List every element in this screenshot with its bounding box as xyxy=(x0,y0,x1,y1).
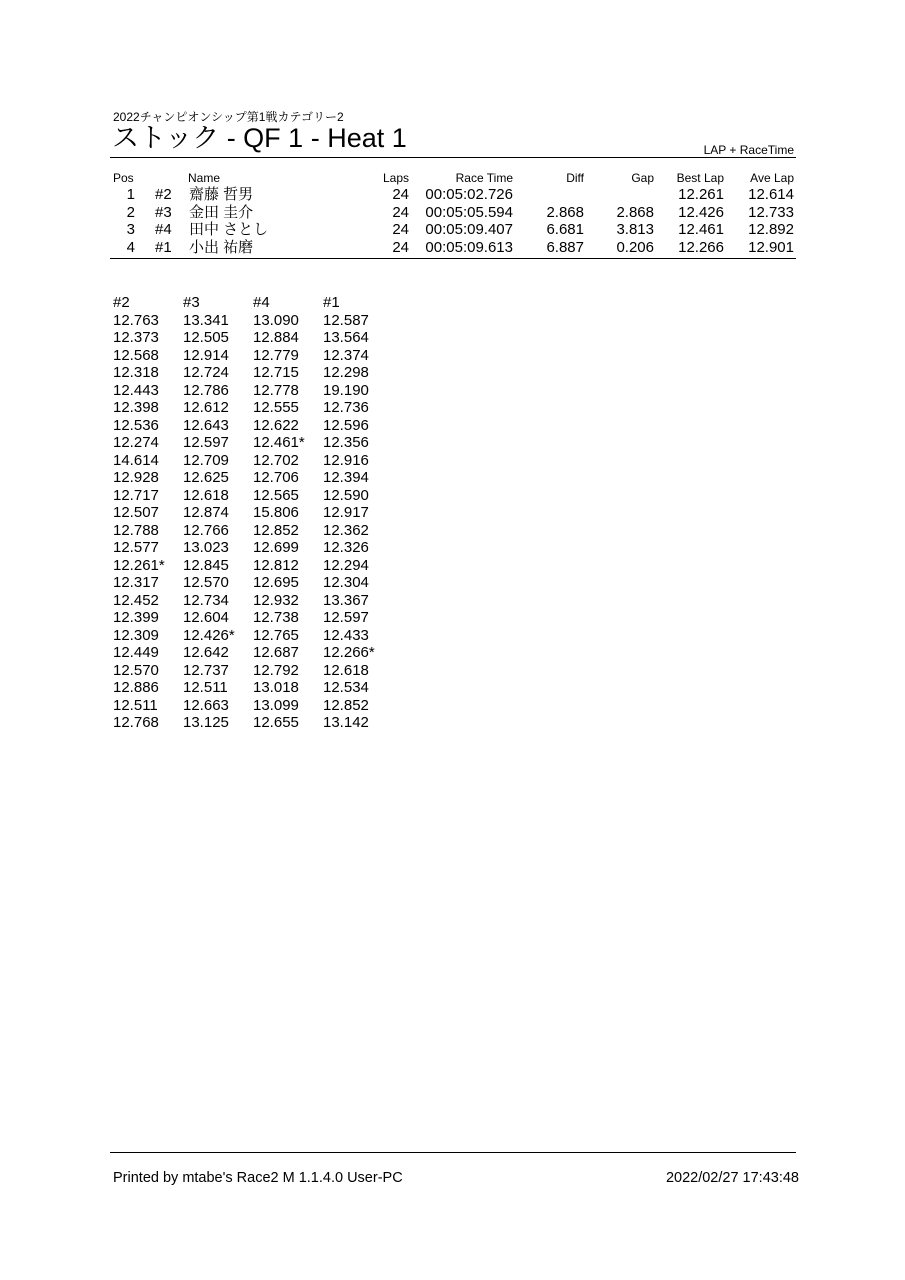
lap-time: 12.374 xyxy=(323,346,369,364)
row-laps: 24 xyxy=(392,203,409,221)
lap-time: 12.695 xyxy=(253,574,299,591)
lap-time: 12.317 xyxy=(113,574,159,591)
lap-time: 13.367 xyxy=(323,591,369,609)
lap-time: 12.398 xyxy=(113,399,159,416)
lap-time: 12.596 xyxy=(323,416,369,434)
row-pos: 4 xyxy=(126,238,135,256)
row-gap: 0.206 xyxy=(616,238,654,256)
lap-time: 12.852 xyxy=(323,696,369,714)
row-race-time: 00:05:09.613 xyxy=(425,238,513,256)
lap-time: 12.399 xyxy=(113,609,159,626)
lap-time: 19.190 xyxy=(323,381,369,399)
row-driver-name: 田中 さとし xyxy=(189,221,269,238)
col-ave-lap: Ave Lap xyxy=(750,171,794,185)
lap-time: 12.597 xyxy=(183,434,229,451)
lap-time: 12.597 xyxy=(323,609,369,626)
lap-time: 12.304 xyxy=(323,574,369,591)
lap-time: 12.916 xyxy=(323,451,369,469)
lap-time: 12.426* xyxy=(183,626,235,644)
lap-time: 13.018 xyxy=(253,679,299,696)
lap-time: 12.618 xyxy=(323,661,369,679)
lap-time: 12.452 xyxy=(113,591,159,609)
lap-time: 12.763 xyxy=(113,311,159,329)
col-gap: Gap xyxy=(631,171,654,185)
header-divider xyxy=(110,157,796,158)
lap-time: 12.309 xyxy=(113,626,159,644)
row-best-lap: 12.426 xyxy=(678,203,724,221)
lap-time: 12.917 xyxy=(323,504,369,521)
lap-time: 12.570 xyxy=(183,574,229,591)
lap-time: 12.724 xyxy=(183,364,229,381)
lap-time: 12.874 xyxy=(183,504,229,521)
lap-time: 12.449 xyxy=(113,644,159,661)
lap-time: 12.655 xyxy=(253,714,299,731)
lap-time: 12.812 xyxy=(253,556,299,574)
lap-time: 15.806 xyxy=(253,504,299,521)
lap-time: 12.534 xyxy=(323,679,369,696)
lap-time: 12.536 xyxy=(113,416,159,434)
row-car-number: #1 xyxy=(155,238,172,256)
lap-time: 12.570 xyxy=(113,661,159,679)
lap-time: 12.618 xyxy=(183,486,229,504)
row-diff: 6.887 xyxy=(546,238,584,256)
report-mode: LAP + RaceTime xyxy=(703,143,794,157)
lap-time: 12.717 xyxy=(113,486,159,504)
lap-column xyxy=(183,294,253,732)
lap-time: 13.564 xyxy=(323,329,369,346)
lap-time: 12.768 xyxy=(113,714,159,731)
lap-column-car: #1 xyxy=(323,294,340,311)
lap-time: 12.356 xyxy=(323,434,369,451)
event-name: 2022チャンピオンシップ第1戦カテゴリー2 xyxy=(113,110,344,124)
lap-time: 12.852 xyxy=(253,521,299,539)
row-laps: 24 xyxy=(392,186,409,203)
row-best-lap: 12.261 xyxy=(678,186,724,203)
lap-time: 12.699 xyxy=(253,539,299,556)
lap-time: 12.505 xyxy=(183,329,229,346)
lap-time: 12.778 xyxy=(253,381,299,399)
row-pos: 3 xyxy=(126,221,135,238)
row-race-time: 00:05:05.594 xyxy=(425,203,513,221)
lap-time: 12.736 xyxy=(323,399,369,416)
lap-time: 12.568 xyxy=(113,346,159,364)
lap-time: 12.294 xyxy=(323,556,369,574)
lap-time: 12.394 xyxy=(323,469,369,486)
row-pos: 2 xyxy=(126,203,135,221)
col-laps: Laps xyxy=(382,171,409,185)
lap-column xyxy=(253,294,323,732)
row-driver-name: 小出 祐磨 xyxy=(189,238,254,256)
row-ave-lap: 12.892 xyxy=(748,221,794,238)
lap-time: 12.507 xyxy=(113,504,159,521)
lap-time: 12.709 xyxy=(183,451,229,469)
row-diff: 2.868 xyxy=(546,203,584,221)
row-laps: 24 xyxy=(392,221,409,238)
lap-time: 12.443 xyxy=(113,381,159,399)
lap-time: 12.373 xyxy=(113,329,159,346)
row-ave-lap: 12.733 xyxy=(748,203,794,221)
row-car-number: #2 xyxy=(155,186,172,203)
lap-time: 13.023 xyxy=(183,539,229,556)
lap-time: 12.792 xyxy=(253,661,299,679)
lap-time: 14.614 xyxy=(113,451,159,469)
row-ave-lap: 12.901 xyxy=(748,238,794,256)
lap-time: 12.914 xyxy=(183,346,229,364)
lap-column xyxy=(323,294,393,732)
row-driver-name: 金田 圭介 xyxy=(189,203,254,221)
lap-time: 12.928 xyxy=(113,469,159,486)
lap-time: 12.738 xyxy=(253,609,299,626)
lap-time: 12.886 xyxy=(113,679,159,696)
lap-time: 12.612 xyxy=(183,399,229,416)
lap-time: 12.702 xyxy=(253,451,299,469)
lap-time: 13.090 xyxy=(253,311,299,329)
lap-time: 12.274 xyxy=(113,434,159,451)
lap-column xyxy=(113,294,183,732)
lap-time: 12.625 xyxy=(183,469,229,486)
row-car-number: #3 xyxy=(155,203,172,221)
lap-time: 12.261* xyxy=(113,556,165,574)
lap-time: 12.326 xyxy=(323,539,369,556)
row-diff: 6.681 xyxy=(546,221,584,238)
lap-time: 12.604 xyxy=(183,609,229,626)
lap-time: 12.642 xyxy=(183,644,229,661)
lap-time: 12.461* xyxy=(253,434,305,451)
lap-column-car: #4 xyxy=(253,294,270,311)
printed-by: Printed by mtabe's Race2 M 1.1.4.0 User-PC xyxy=(113,1170,403,1186)
col-diff: Diff xyxy=(566,171,584,185)
lap-time: 12.587 xyxy=(323,311,369,329)
row-best-lap: 12.461 xyxy=(678,221,724,238)
row-race-time: 00:05:09.407 xyxy=(425,221,513,238)
results-divider xyxy=(110,258,796,259)
row-gap: 3.813 xyxy=(616,221,654,238)
lap-time: 12.706 xyxy=(253,469,299,486)
print-timestamp: 2022/02/27 17:43:48 xyxy=(665,1170,799,1186)
lap-time: 12.266* xyxy=(323,644,375,661)
lap-time: 12.643 xyxy=(183,416,229,434)
row-best-lap: 12.266 xyxy=(678,238,724,256)
lap-time: 12.298 xyxy=(323,364,369,381)
lap-column-car: #2 xyxy=(113,294,130,311)
lap-time: 12.884 xyxy=(253,329,299,346)
lap-time: 12.788 xyxy=(113,521,159,539)
lap-time: 12.577 xyxy=(113,539,159,556)
lap-time: 12.766 xyxy=(183,521,229,539)
lap-time: 12.932 xyxy=(253,591,299,609)
lap-time: 13.142 xyxy=(323,714,369,731)
row-ave-lap: 12.614 xyxy=(748,186,794,203)
footer-divider xyxy=(110,1152,796,1153)
row-laps: 24 xyxy=(392,238,409,256)
lap-time: 12.737 xyxy=(183,661,229,679)
lap-time: 13.341 xyxy=(183,311,229,329)
lap-time: 12.765 xyxy=(253,626,299,644)
row-pos: 1 xyxy=(126,186,135,203)
lap-time: 12.622 xyxy=(253,416,299,434)
row-car-number: #4 xyxy=(155,221,172,238)
lap-time: 12.433 xyxy=(323,626,369,644)
lap-time: 12.362 xyxy=(323,521,369,539)
lap-time: 12.555 xyxy=(253,399,299,416)
lap-time: 12.511 xyxy=(113,696,158,714)
lap-time: 12.715 xyxy=(253,364,299,381)
heat-title: ストック - QF 1 - Heat 1 xyxy=(112,123,407,153)
lap-time: 13.125 xyxy=(183,714,229,731)
lap-time: 12.786 xyxy=(183,381,229,399)
col-pos: Pos xyxy=(113,171,134,185)
lap-time: 12.318 xyxy=(113,364,159,381)
col-best-lap: Best Lap xyxy=(676,171,724,185)
lap-time: 12.565 xyxy=(253,486,299,504)
row-race-time: 00:05:02.726 xyxy=(425,186,513,203)
row-gap: 2.868 xyxy=(616,203,654,221)
lap-time: 12.734 xyxy=(183,591,229,609)
lap-time: 12.511 xyxy=(183,679,228,696)
col-race-time: Race Time xyxy=(455,171,513,185)
row-driver-name: 齋藤 哲男 xyxy=(189,186,254,203)
lap-time: 12.663 xyxy=(183,696,229,714)
lap-column-car: #3 xyxy=(183,294,200,311)
lap-time: 13.099 xyxy=(253,696,299,714)
lap-time: 12.687 xyxy=(253,644,299,661)
lap-time: 12.845 xyxy=(183,556,229,574)
lap-time: 12.779 xyxy=(253,346,299,364)
col-name: Name xyxy=(188,171,221,185)
lap-time: 12.590 xyxy=(323,486,369,504)
